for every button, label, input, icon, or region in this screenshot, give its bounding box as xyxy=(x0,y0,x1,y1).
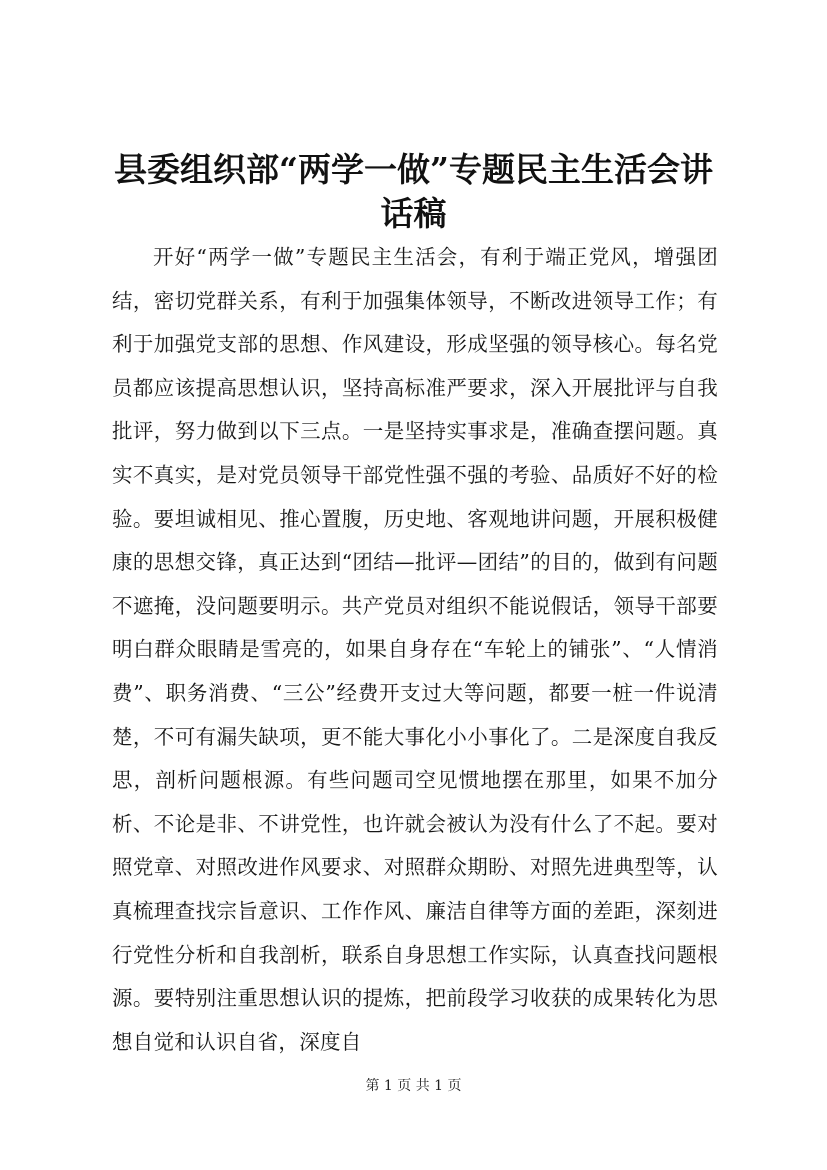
page-footer: 第 1 页 共 1 页 xyxy=(365,1078,462,1094)
document-title: 县委组织部“两学一做”专题民主生活会讲话稿 xyxy=(114,150,713,233)
document-body: 开好“两学一做”专题民主生活会，有利于端正党风，增强团结，密切党群关系，有利于加强集体领导，不断改进领导工作；有利于加强党支部的思想、作风建设，形成坚强的领导核心。每名党员都应该提高思想认识，坚持高标准严要求，深入开展批评与自我批评，努力做到以下三点。一是坚持实事求是，准确查摆问题。真实不真实，是对党员领导干部党性强不强的考验、品质好不好的检验。要坦诚相见、推心置腹，历史地、客观地讲问题，开展积极健康的思想交锋，真正达到“团结—批评—团结”的目的，做到有问题不遮掩，没问题要明示。共产党员对组织不能说假话，领导干部要明白群众眼睛是雪亮的，如果自身存在“车轮上的铺张”、“人情消费”、职务消费、“三公”经费开支过大等问题，都要一桩一件说清楚，不可有漏失缺项，更不能大事化小小事化了。二是深度自我反思，剖析问题根源。有些问题司空见惯地摆在那里，如果不加分析、不论是非、不讲党性，也许就会被认为没有什么了不起。要对照党章、对照改进作风要求、对照群众期盼、对照先进典型等，认真梳理查找宗旨意识、工作作风、廉洁自律等方面的差距，深刻进行党性分析和自我剖析，联系自身思想工作实际，认真查找问题根源。要特别注重思想认识的提炼，把前段学习收获的成果转化为思想自觉和认识自省，深度自 xyxy=(112,245,718,1054)
